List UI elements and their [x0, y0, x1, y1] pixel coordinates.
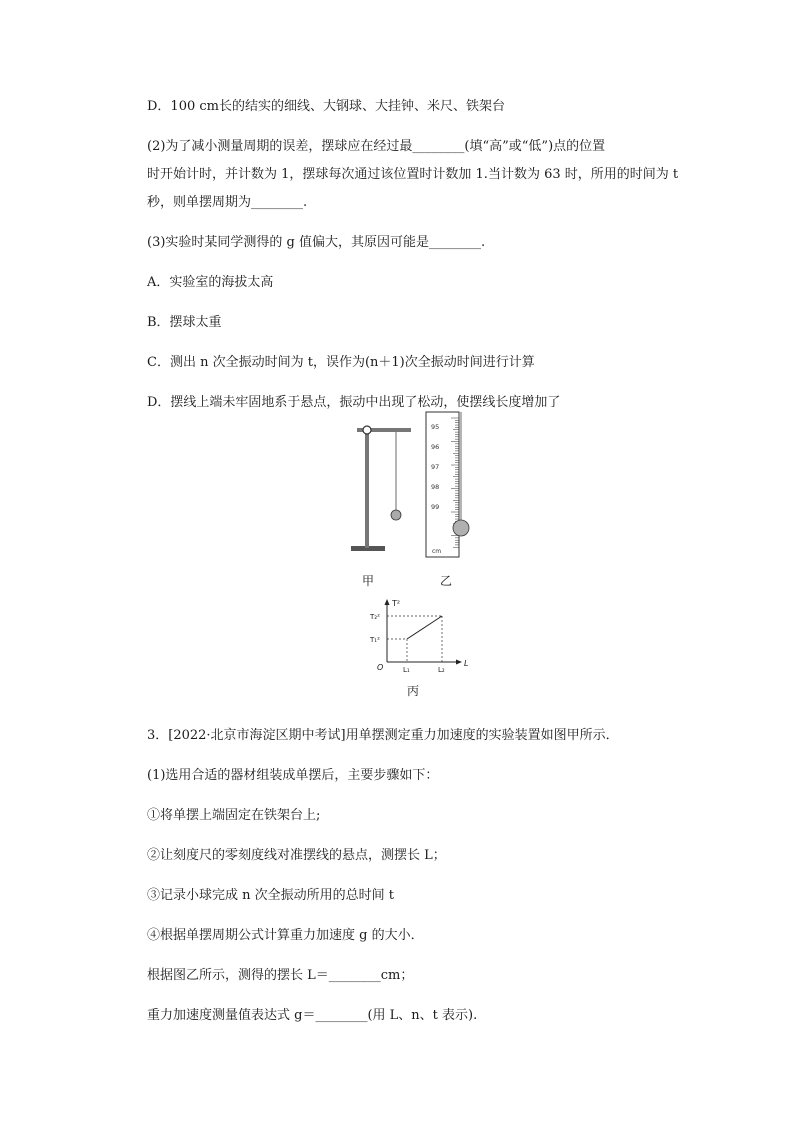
option-d: D．摆线上端未牢固地系于悬点，振动中出现了松动，使摆线长度增加了 — [147, 395, 561, 410]
pendulum-bob — [391, 510, 401, 520]
option-d-materials: D．100 cm长的结实的细线、大钢球、大挂钟、米尺、铁架台 — [147, 99, 505, 114]
figure-yi-ruler — [424, 410, 474, 560]
ruler-tick-label: 98 — [431, 482, 440, 491]
graph-x-tick-l2: L₂ — [438, 666, 445, 674]
graph-y-tick-t2: T₂² — [370, 613, 380, 621]
question-3-title: 3．[2022·北京市海淀区期中考试]用单摆测定重力加速度的实验装置如图甲所示． — [147, 728, 619, 743]
step-intro: (1)选用合适的器材组装成单摆后，主要步骤如下： — [147, 768, 439, 783]
option-b: B．摆球太重 — [147, 315, 222, 330]
figure-jia-label: 甲 — [362, 574, 375, 588]
question-3-stem: (3)实验时某同学测得的 g 值偏大，其原因可能是________. — [147, 235, 486, 250]
graph-data-line — [407, 616, 442, 639]
ruler-tick-label: 95 — [431, 423, 440, 431]
stand-pole — [365, 432, 369, 548]
ruler-tick-label: 99 — [431, 502, 440, 511]
figure-bing-label: 丙 — [407, 684, 420, 698]
figure-jia-pendulum — [345, 420, 415, 560]
graph-y-tick-t1: T₁² — [370, 636, 380, 644]
ruler-unit: cm — [432, 548, 442, 555]
figure-bing-graph — [365, 596, 475, 676]
graph-x-tick-l1: L₁ — [403, 666, 410, 674]
step-2: ②让刻度尺的零刻度线对准摆线的悬点，测摆长 L； — [147, 848, 446, 863]
answer-g-expression: 重力加速度测量值表达式 g＝________(用 L、n、t 表示). — [147, 1008, 478, 1023]
ruler-tick-label: 97 — [431, 462, 440, 471]
option-c: C．测出 n 次全振动时间为 t，误作为(n＋1)次全振动时间进行计算 — [147, 355, 535, 370]
graph-y-axis-label: T² — [392, 599, 401, 608]
question-2-line-2: 时开始计时，并计数为 1，摆球每次通过该位置时计数加 1.当计数为 63 时，所用的时间为 t — [147, 167, 679, 182]
graph-x-axis-label: L — [464, 659, 469, 668]
option-a: A．实验室的海拔太高 — [147, 275, 274, 290]
question-2-line-1: (2)为了减小测量周期的误差，摆球应在经过最________(填“高”或“低”)点的位置 — [147, 139, 606, 154]
ruler-ball — [453, 520, 469, 536]
step-3: ③记录小球完成 n 次全振动所用的总时间 t — [147, 888, 394, 903]
ruler-tick-label: 96 — [431, 442, 440, 451]
figure-yi-label: 乙 — [440, 574, 453, 588]
step-4: ④根据单摆周期公式计算重力加速度 g 的大小． — [147, 928, 424, 943]
answer-length: 根据图乙所示，测得的摆长 L＝________cm； — [147, 968, 414, 983]
graph-origin: O — [377, 663, 384, 672]
step-1: ①将单摆上端固定在铁架台上; — [147, 808, 321, 823]
clamp — [363, 426, 371, 434]
question-2-line-3: 秒，则单摆周期为________. — [147, 195, 308, 210]
